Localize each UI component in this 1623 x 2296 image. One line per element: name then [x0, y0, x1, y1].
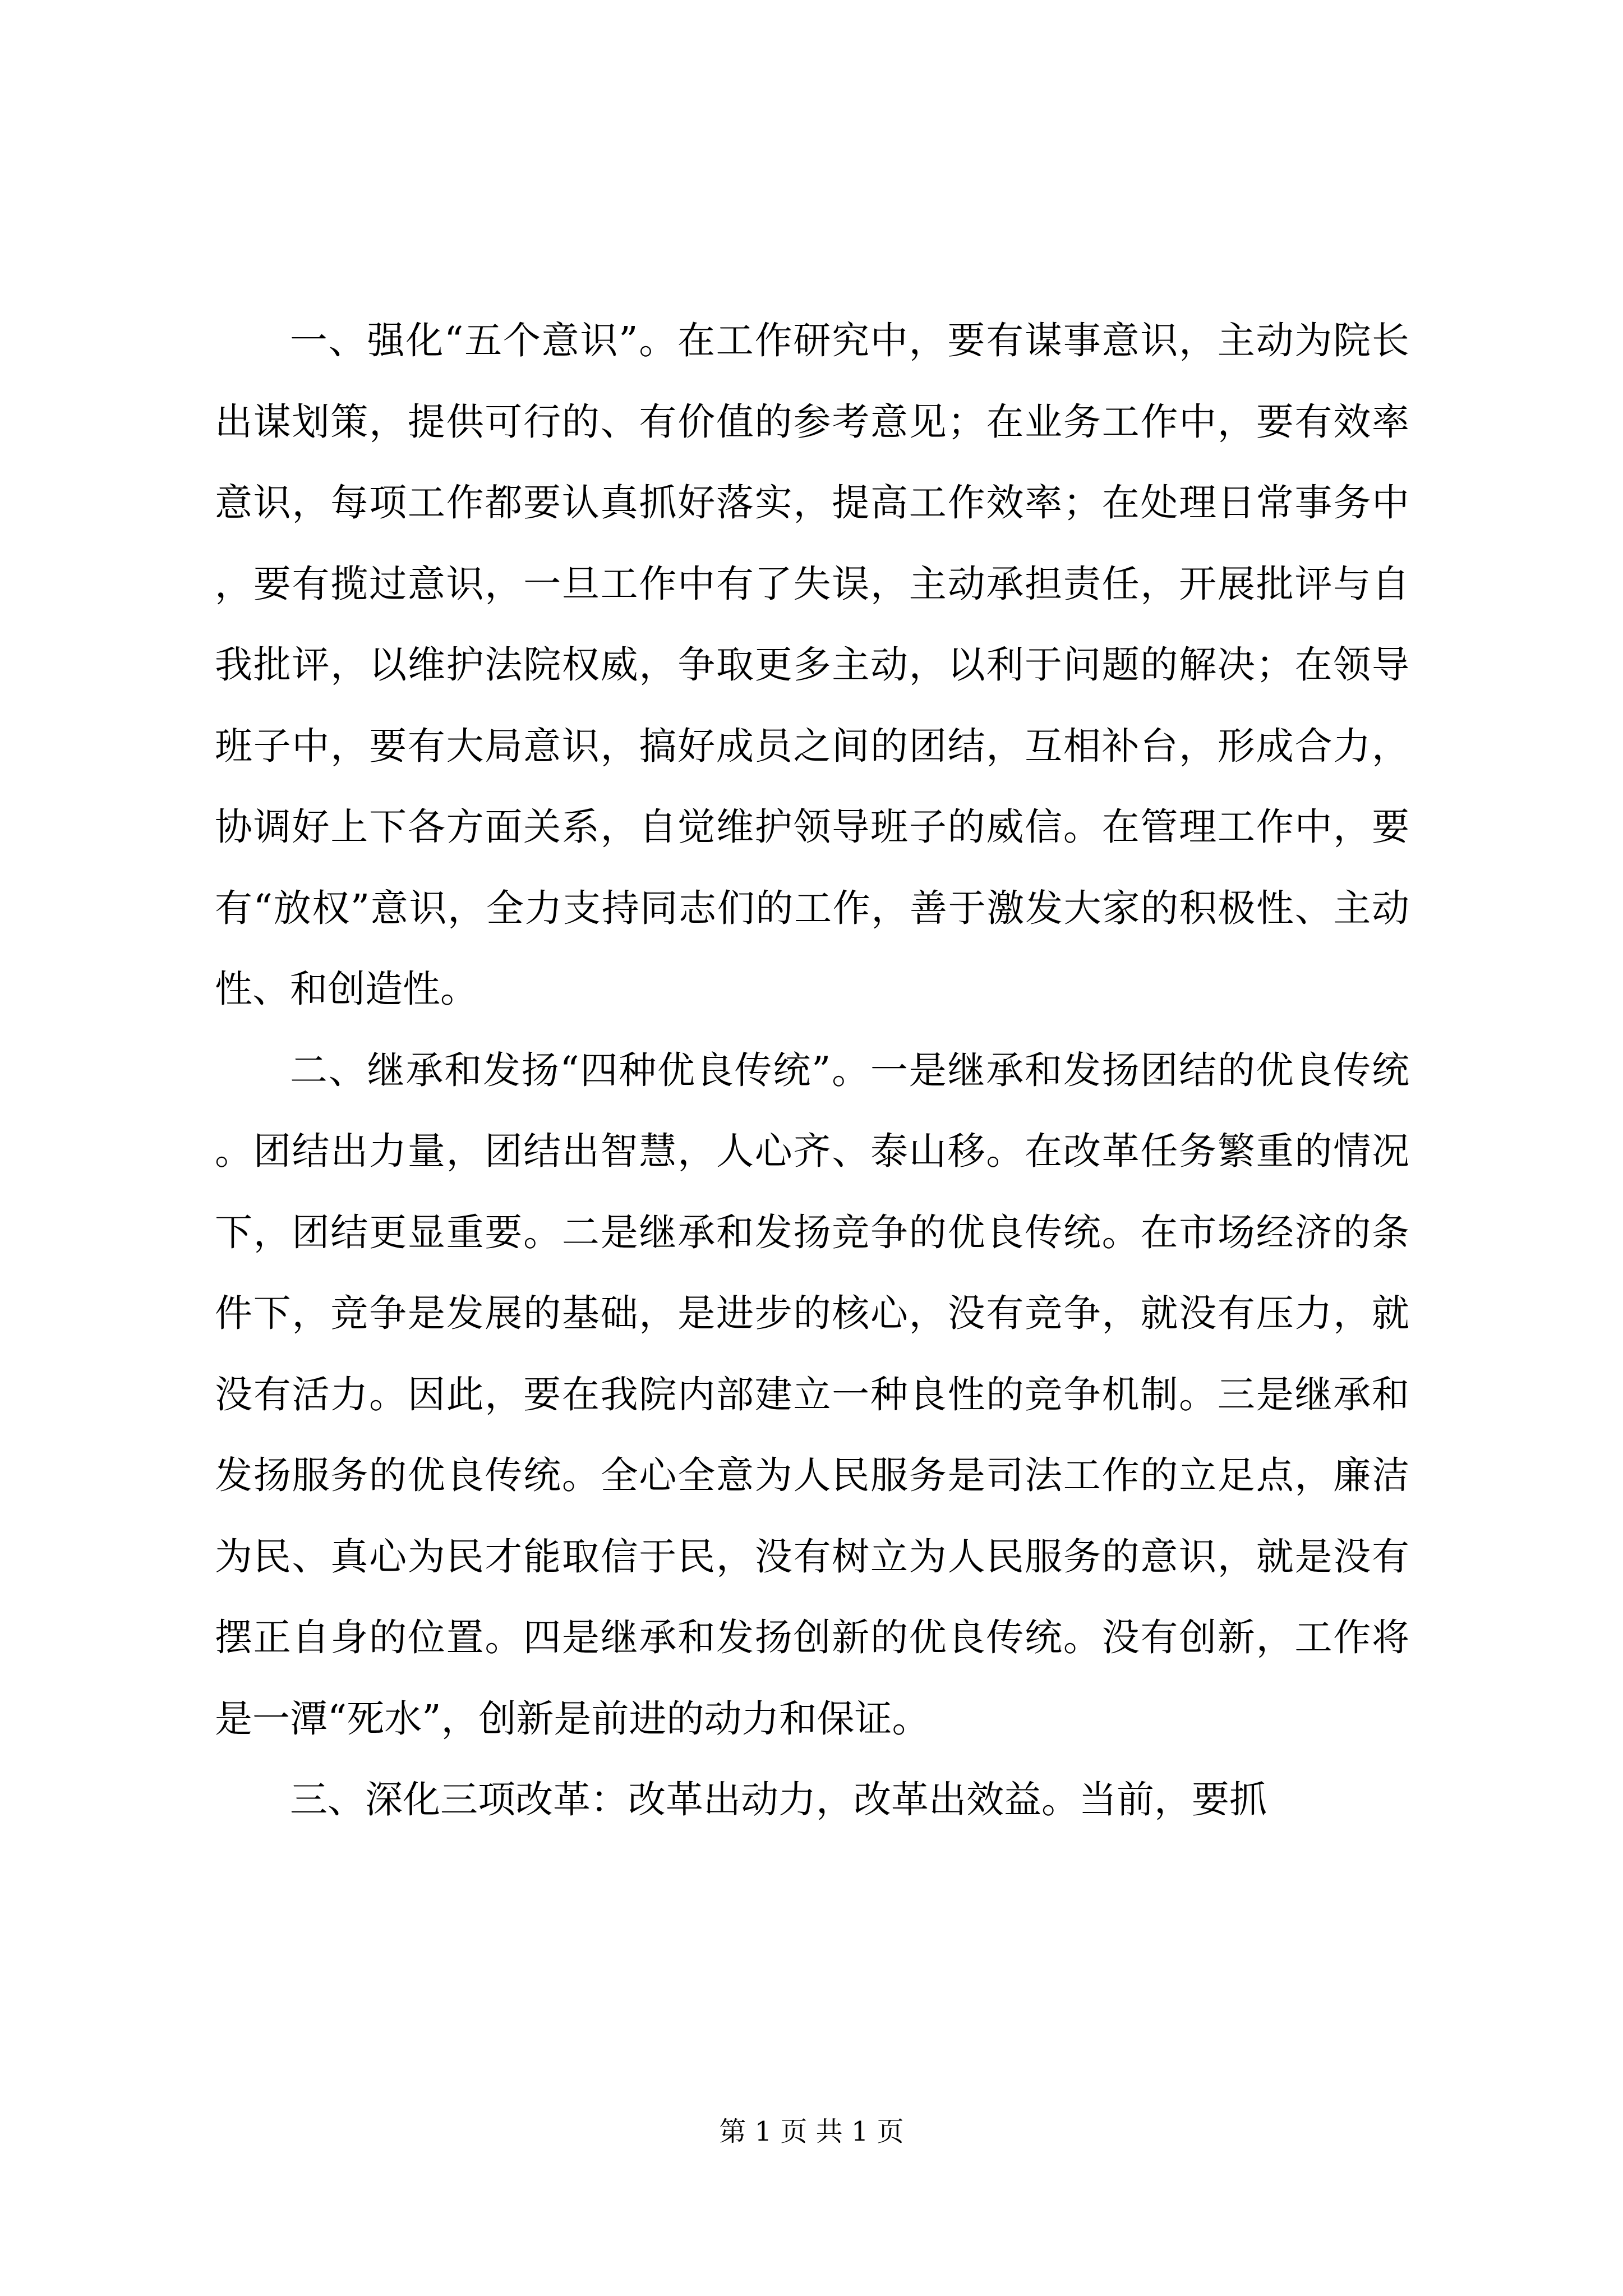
- paragraph-four-traditions: 二、继承和发扬“四种优良传统”。一是继承和发扬团结的优良传统。团结出力量，团结出智慧，人心齐、泰山移。在改革任务繁重的情况下，团结更显重要。二是继承和发扬竞争的优良传统。在市场经济的条件下，竞争是发展的基础，是进步的核心，没有竞争，就没有压力，就没有活力。因此，要在我院内部建立一种良性的竞争机制。三是继承和发扬服务的优良传统。全心全意为人民服务是司法工作的立足点，廉洁为民、真心为民才能取信于民，没有树立为人民服务的意识，就是没有摆正自身的位置。四是继承和发扬创新的优良传统。没有创新，工作将是一潭“死水”，创新是前进的动力和保证。: [215, 1048, 1409, 1741]
- document-body: [215, 300, 1409, 1841]
- paragraph-five-awareness: 一、强化“五个意识”。在工作研究中，要有谋事意识，主动为院长出谋划策，提供可行的、有价值的参考意见；在业务工作中，要有效率意识，每项工作都要认真抓好落实，提高工作效率；在处理日常事务中，要有揽过意识，一旦工作中有了失误，主动承担责任，开展批评与自我批评，以维护法院权威，争取更多主动，以利于问题的解决；在领导班子中，要有大局意识，搞好成员之间的团结，互相补台，形成合力，协调好上下各方面关系，自觉维护领导班子的威信。在管理工作中，要有“放权”意识，全力支持同志们的工作，善于激发大家的积极性、主动性、和创造性。: [215, 319, 1409, 1011]
- page-number-footer: 第 1 页 共 1 页: [719, 2116, 904, 2147]
- paragraph-three-reforms: 三、深化三项改革：改革出动力，改革出效益。当前，要抓: [290, 1778, 1267, 1821]
